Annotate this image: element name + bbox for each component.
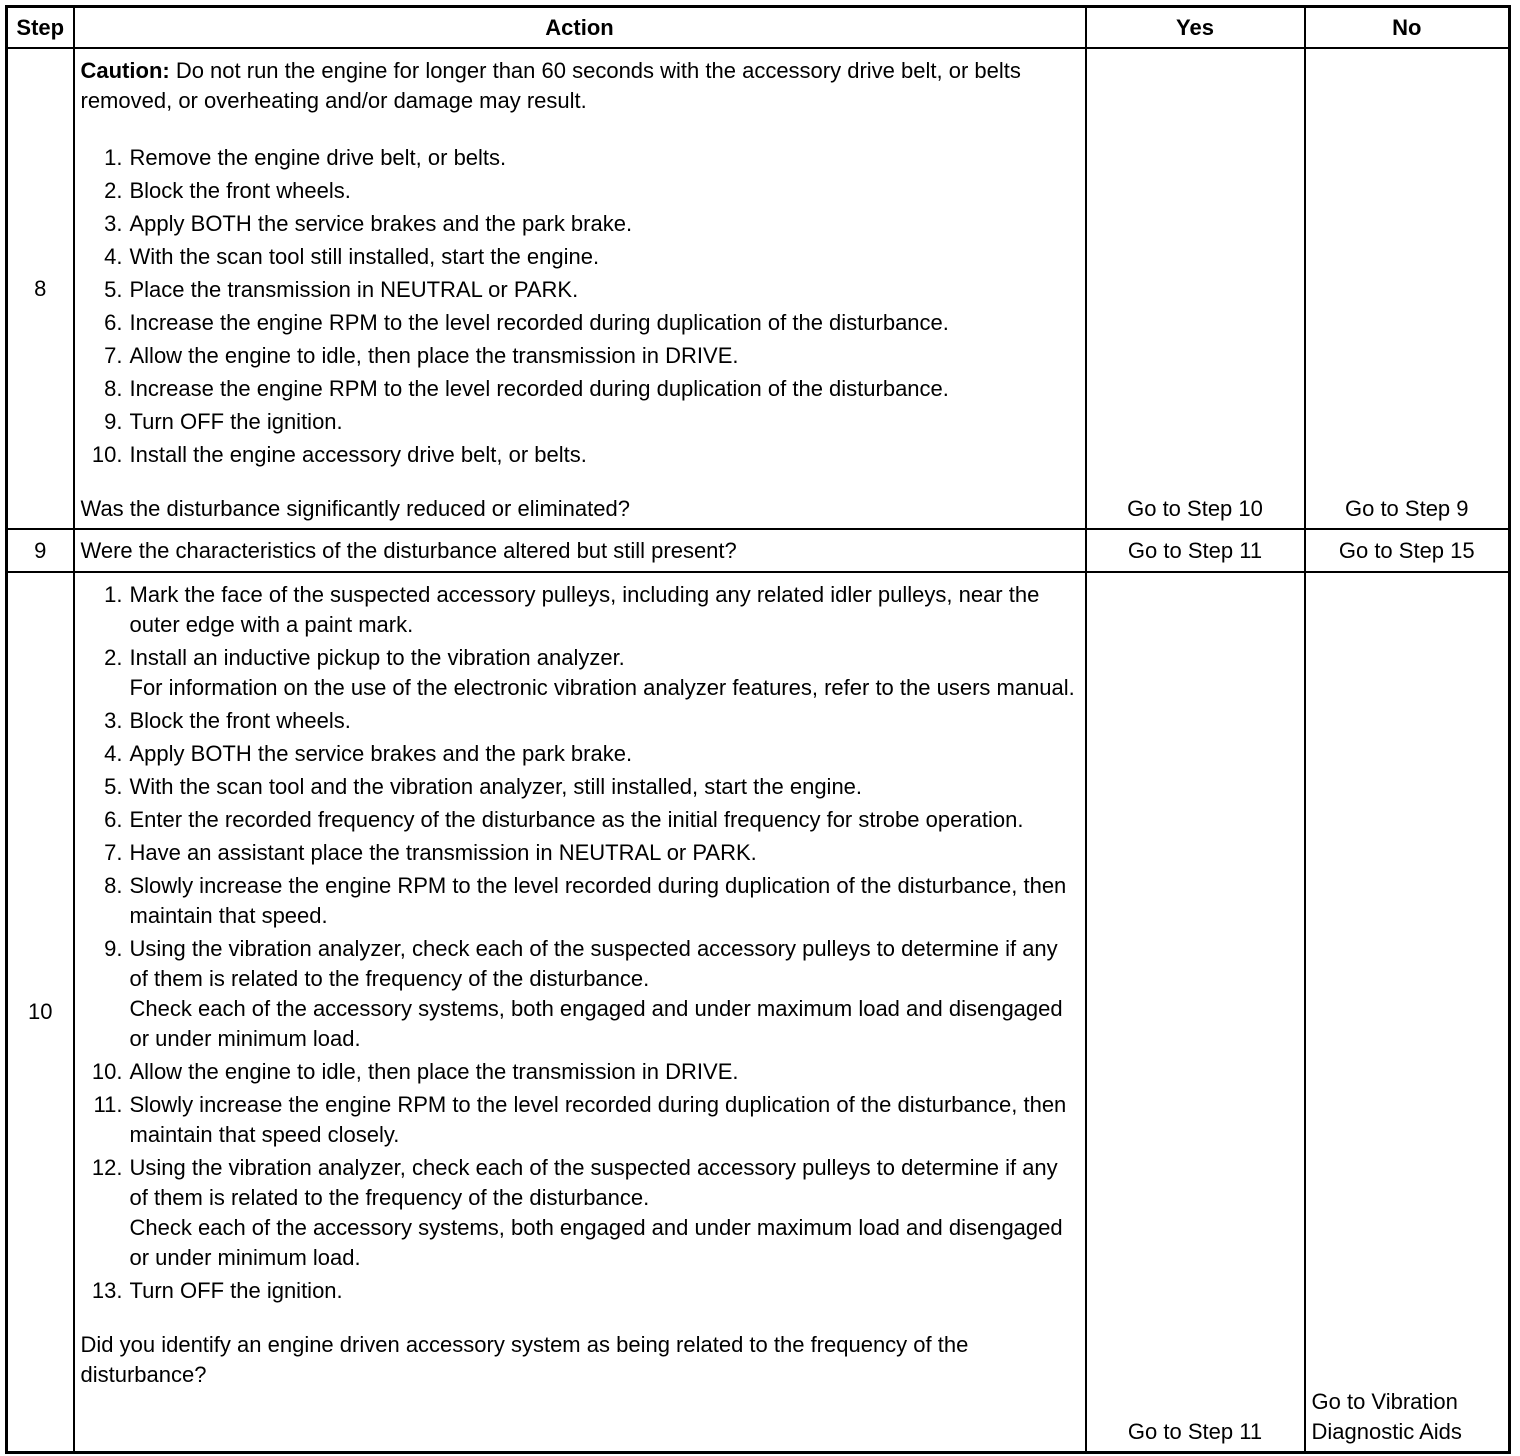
no-result: Go to Step 15 (1305, 529, 1510, 572)
table-row (7, 572, 1510, 1452)
item-body: Slowly increase the engine RPM to the level recorded during duplication of the disturbance, then maintain that speed closely. (129, 1092, 1067, 1147)
list-item (81, 1090, 1079, 1150)
list-item (81, 1153, 1079, 1273)
list-item (81, 772, 1079, 802)
item-number: 2. (104, 645, 123, 670)
list-item (81, 1276, 1079, 1306)
item-body: Install the engine accessory drive belt, or belts. (129, 442, 587, 467)
caution-text (81, 56, 1079, 116)
yes-result: Go to Step 10 (1086, 48, 1305, 529)
item-number: 1. (104, 582, 123, 607)
list-item (81, 143, 1079, 173)
list-item (81, 643, 1079, 703)
no-result: Go to Vibration Diagnostic Aids (1305, 572, 1510, 1452)
item-text (130, 176, 1079, 206)
item-body: With the scan tool and the vibration analyzer, still installed, start the engine. (129, 774, 863, 799)
item-number: 10. (91, 1059, 123, 1084)
item-text (130, 341, 1079, 371)
item-text (130, 275, 1079, 305)
item-body: Remove the engine drive belt, or belts. (129, 145, 507, 170)
item-text (130, 838, 1079, 868)
list-item (81, 275, 1079, 305)
item-text (130, 1090, 1079, 1150)
item-text (130, 1153, 1079, 1273)
item-body: Increase the engine RPM to the level recorded during duplication of the disturbance. (129, 310, 949, 335)
header-no: No (1305, 7, 1510, 49)
caution-label: Caution: (80, 58, 170, 83)
yes-result: Go to Step 11 (1086, 529, 1305, 572)
item-text (130, 739, 1079, 769)
item-number: 3. (104, 708, 123, 733)
header-yes: Yes (1086, 7, 1305, 49)
item-number: 8. (104, 873, 123, 898)
item-body: Have an assistant place the transmission in NEUTRAL or PARK. (129, 840, 757, 865)
item-body: Block the front wheels. (129, 708, 351, 733)
question-text: Did you identify an engine driven accessory system as being related to the frequency of the disturbance? (80, 1332, 969, 1387)
list-item (81, 1057, 1079, 1087)
step-list (81, 580, 1079, 1306)
item-body: Mark the face of the suspected accessory pulleys, including any related idler pulleys, near the outer edge with a paint mark. (129, 582, 1040, 637)
item-text (130, 242, 1079, 272)
list-item (81, 580, 1079, 640)
item-text (130, 643, 1079, 703)
action-cell (74, 48, 1086, 529)
item-text (130, 805, 1079, 835)
list-item (81, 407, 1079, 437)
yes-result: Go to Step 11 (1086, 572, 1305, 1452)
item-text (130, 706, 1079, 736)
item-body: Install an inductive pickup to the vibration analyzer. (129, 645, 625, 670)
item-text (130, 209, 1079, 239)
item-text (130, 143, 1079, 173)
header-row (7, 7, 1510, 49)
item-number: 7. (104, 840, 123, 865)
item-body: With the scan tool still installed, start the engine. (129, 244, 600, 269)
header-action: Action (74, 7, 1086, 49)
item-text (130, 580, 1079, 640)
list-item (81, 739, 1079, 769)
table-row (7, 529, 1510, 572)
item-text (130, 1276, 1079, 1306)
item-body: Block the front wheels. (129, 178, 351, 203)
item-number: 13. (91, 1278, 123, 1303)
item-text (130, 374, 1079, 404)
item-note: Check each of the accessory systems, both engaged and under maximum load and disengaged or under minimum load. (129, 1215, 1063, 1270)
item-number: 6. (104, 807, 123, 832)
list-item (81, 871, 1079, 931)
item-body: Turn OFF the ignition. (129, 409, 343, 434)
item-text (130, 440, 1079, 470)
item-text (130, 934, 1079, 1054)
item-number: 9. (104, 409, 123, 434)
step-number: 8 (7, 48, 74, 529)
step-number: 10 (7, 572, 74, 1452)
list-item (81, 440, 1079, 470)
item-body: Slowly increase the engine RPM to the level recorded during duplication of the disturbance, then maintain that speed. (129, 873, 1067, 928)
list-item (81, 209, 1079, 239)
list-item (81, 934, 1079, 1054)
item-number: 6. (104, 310, 123, 335)
item-body: Turn OFF the ignition. (129, 1278, 343, 1303)
item-number: 11. (93, 1092, 123, 1117)
item-text (130, 1057, 1079, 1087)
item-number: 7. (104, 343, 123, 368)
list-item (81, 838, 1079, 868)
question-text: Were the characteristics of the disturbance altered but still present? (74, 529, 1086, 572)
item-number: 4. (104, 244, 123, 269)
table-row (7, 48, 1510, 529)
item-number: 3. (104, 211, 123, 236)
item-body: Allow the engine to idle, then place the transmission in DRIVE. (129, 343, 739, 368)
item-body: Enter the recorded frequency of the disturbance as the initial frequency for strobe operation. (129, 807, 1024, 832)
no-result: Go to Step 9 (1305, 48, 1510, 529)
item-text (130, 772, 1079, 802)
item-number: 9. (104, 936, 123, 961)
step-list (81, 143, 1079, 470)
item-note: Check each of the accessory systems, both engaged and under maximum load and disengaged or under minimum load. (129, 996, 1063, 1051)
list-item (81, 242, 1079, 272)
item-body: Apply BOTH the service brakes and the park brake. (129, 741, 633, 766)
list-item (81, 706, 1079, 736)
diagnostic-table (5, 5, 1511, 1454)
item-text (130, 308, 1079, 338)
step-number: 9 (7, 529, 74, 572)
header-step: Step (7, 7, 74, 49)
item-number: 10. (91, 442, 123, 467)
item-number: 4. (104, 741, 123, 766)
item-number: 8. (104, 376, 123, 401)
caution-body: Do not run the engine for longer than 60 seconds with the accessory drive belt, or belts removed, or overheating and/or damage may result. (80, 58, 1021, 113)
item-text (130, 407, 1079, 437)
question-text: Was the disturbance significantly reduced or eliminated? (80, 496, 630, 521)
item-number: 2. (104, 178, 123, 203)
item-body: Allow the engine to idle, then place the transmission in DRIVE. (129, 1059, 739, 1084)
action-cell (74, 572, 1086, 1452)
item-number: 1. (104, 145, 123, 170)
item-number: 5. (104, 774, 123, 799)
item-body: Place the transmission in NEUTRAL or PARK. (129, 277, 579, 302)
list-item (81, 176, 1079, 206)
item-body: Apply BOTH the service brakes and the park brake. (129, 211, 633, 236)
item-body: Increase the engine RPM to the level recorded during duplication of the disturbance. (129, 376, 949, 401)
list-item (81, 308, 1079, 338)
item-body: Using the vibration analyzer, check each of the suspected accessory pulleys to determine if any of them is related to the frequency of the disturbance. (129, 936, 1058, 991)
item-number: 5. (104, 277, 123, 302)
list-item (81, 374, 1079, 404)
list-item (81, 805, 1079, 835)
item-body: Using the vibration analyzer, check each of the suspected accessory pulleys to determine if any of them is related to the frequency of the disturbance. (129, 1155, 1058, 1210)
item-number: 12. (91, 1155, 123, 1180)
item-note: For information on the use of the electronic vibration analyzer features, refer to the users manual. (129, 675, 1075, 700)
item-text (130, 871, 1079, 931)
list-item (81, 341, 1079, 371)
